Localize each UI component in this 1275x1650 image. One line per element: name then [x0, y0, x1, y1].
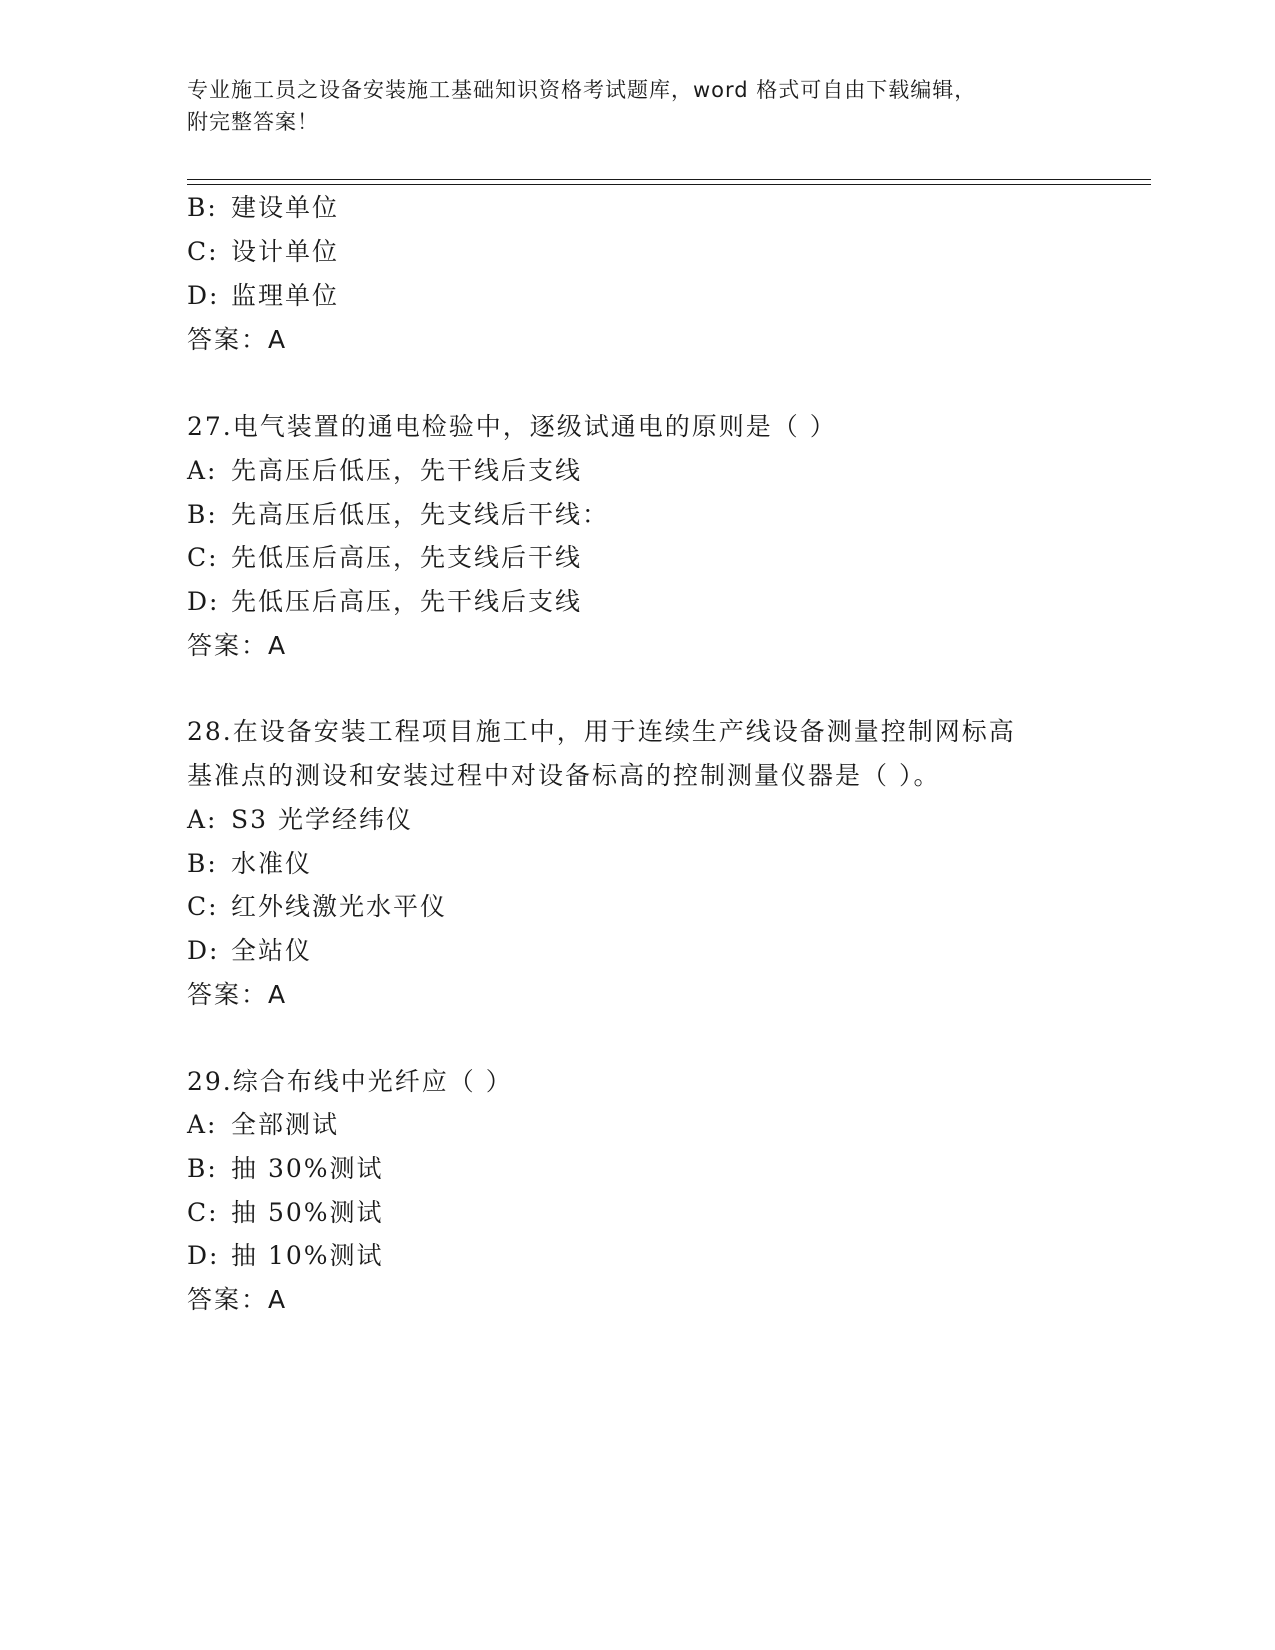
q28-answer: 答案：A — [187, 980, 288, 1009]
q27-answer: 答案：A — [187, 631, 288, 660]
q28-option-d: D: 全站仪 — [187, 936, 313, 965]
question-28-text-line-1: 28.在设备安装工程项目施工中，用于连续生产线设备测量控制网标高 — [187, 717, 1016, 746]
q28-option-c: C: 红外线激光水平仪 — [187, 892, 448, 921]
q27-option-d: D: 先低压后高压，先干线后支线 — [187, 587, 583, 616]
q27-option-b: B: 先高压后低压，先支线后干线： — [187, 500, 610, 529]
question-27-text: 27.电气装置的通电检验中，逐级试通电的原则是（ ） — [187, 412, 837, 441]
q29-answer: 答案：A — [187, 1285, 288, 1314]
header-line-1: 专业施工员之设备安装施工基础知识资格考试题库，word 格式可自由下载编辑， — [187, 78, 977, 102]
header-line-2: 附完整答案！ — [187, 110, 319, 134]
answer: 答案：A — [187, 325, 288, 354]
option-b: B: 建设单位 — [187, 193, 340, 222]
header-divider-top — [187, 179, 1151, 180]
question-29-text: 29.综合布线中光纤应（ ） — [187, 1067, 513, 1096]
q29-option-a: A: 全部测试 — [187, 1110, 340, 1139]
q29-option-b: B: 抽 30%测试 — [187, 1154, 384, 1183]
header-divider-bottom — [187, 184, 1151, 185]
q29-option-d: D: 抽 10%测试 — [187, 1241, 384, 1270]
q29-option-c: C: 抽 50%测试 — [187, 1198, 384, 1227]
document-header — [187, 74, 1087, 138]
option-d: D: 监理单位 — [187, 281, 340, 310]
q27-option-a: A: 先高压后低压，先干线后支线 — [187, 456, 583, 485]
question-28-text-line-2: 基准点的测设和安装过程中对设备标高的控制测量仪器是（ ）。 — [187, 761, 941, 790]
option-c: C: 设计单位 — [187, 237, 340, 266]
q27-option-c: C: 先低压后高压，先支线后干线 — [187, 543, 583, 572]
q28-option-b: B: 水准仪 — [187, 849, 313, 878]
q28-option-a: A: S3 光学经纬仪 — [187, 805, 413, 834]
